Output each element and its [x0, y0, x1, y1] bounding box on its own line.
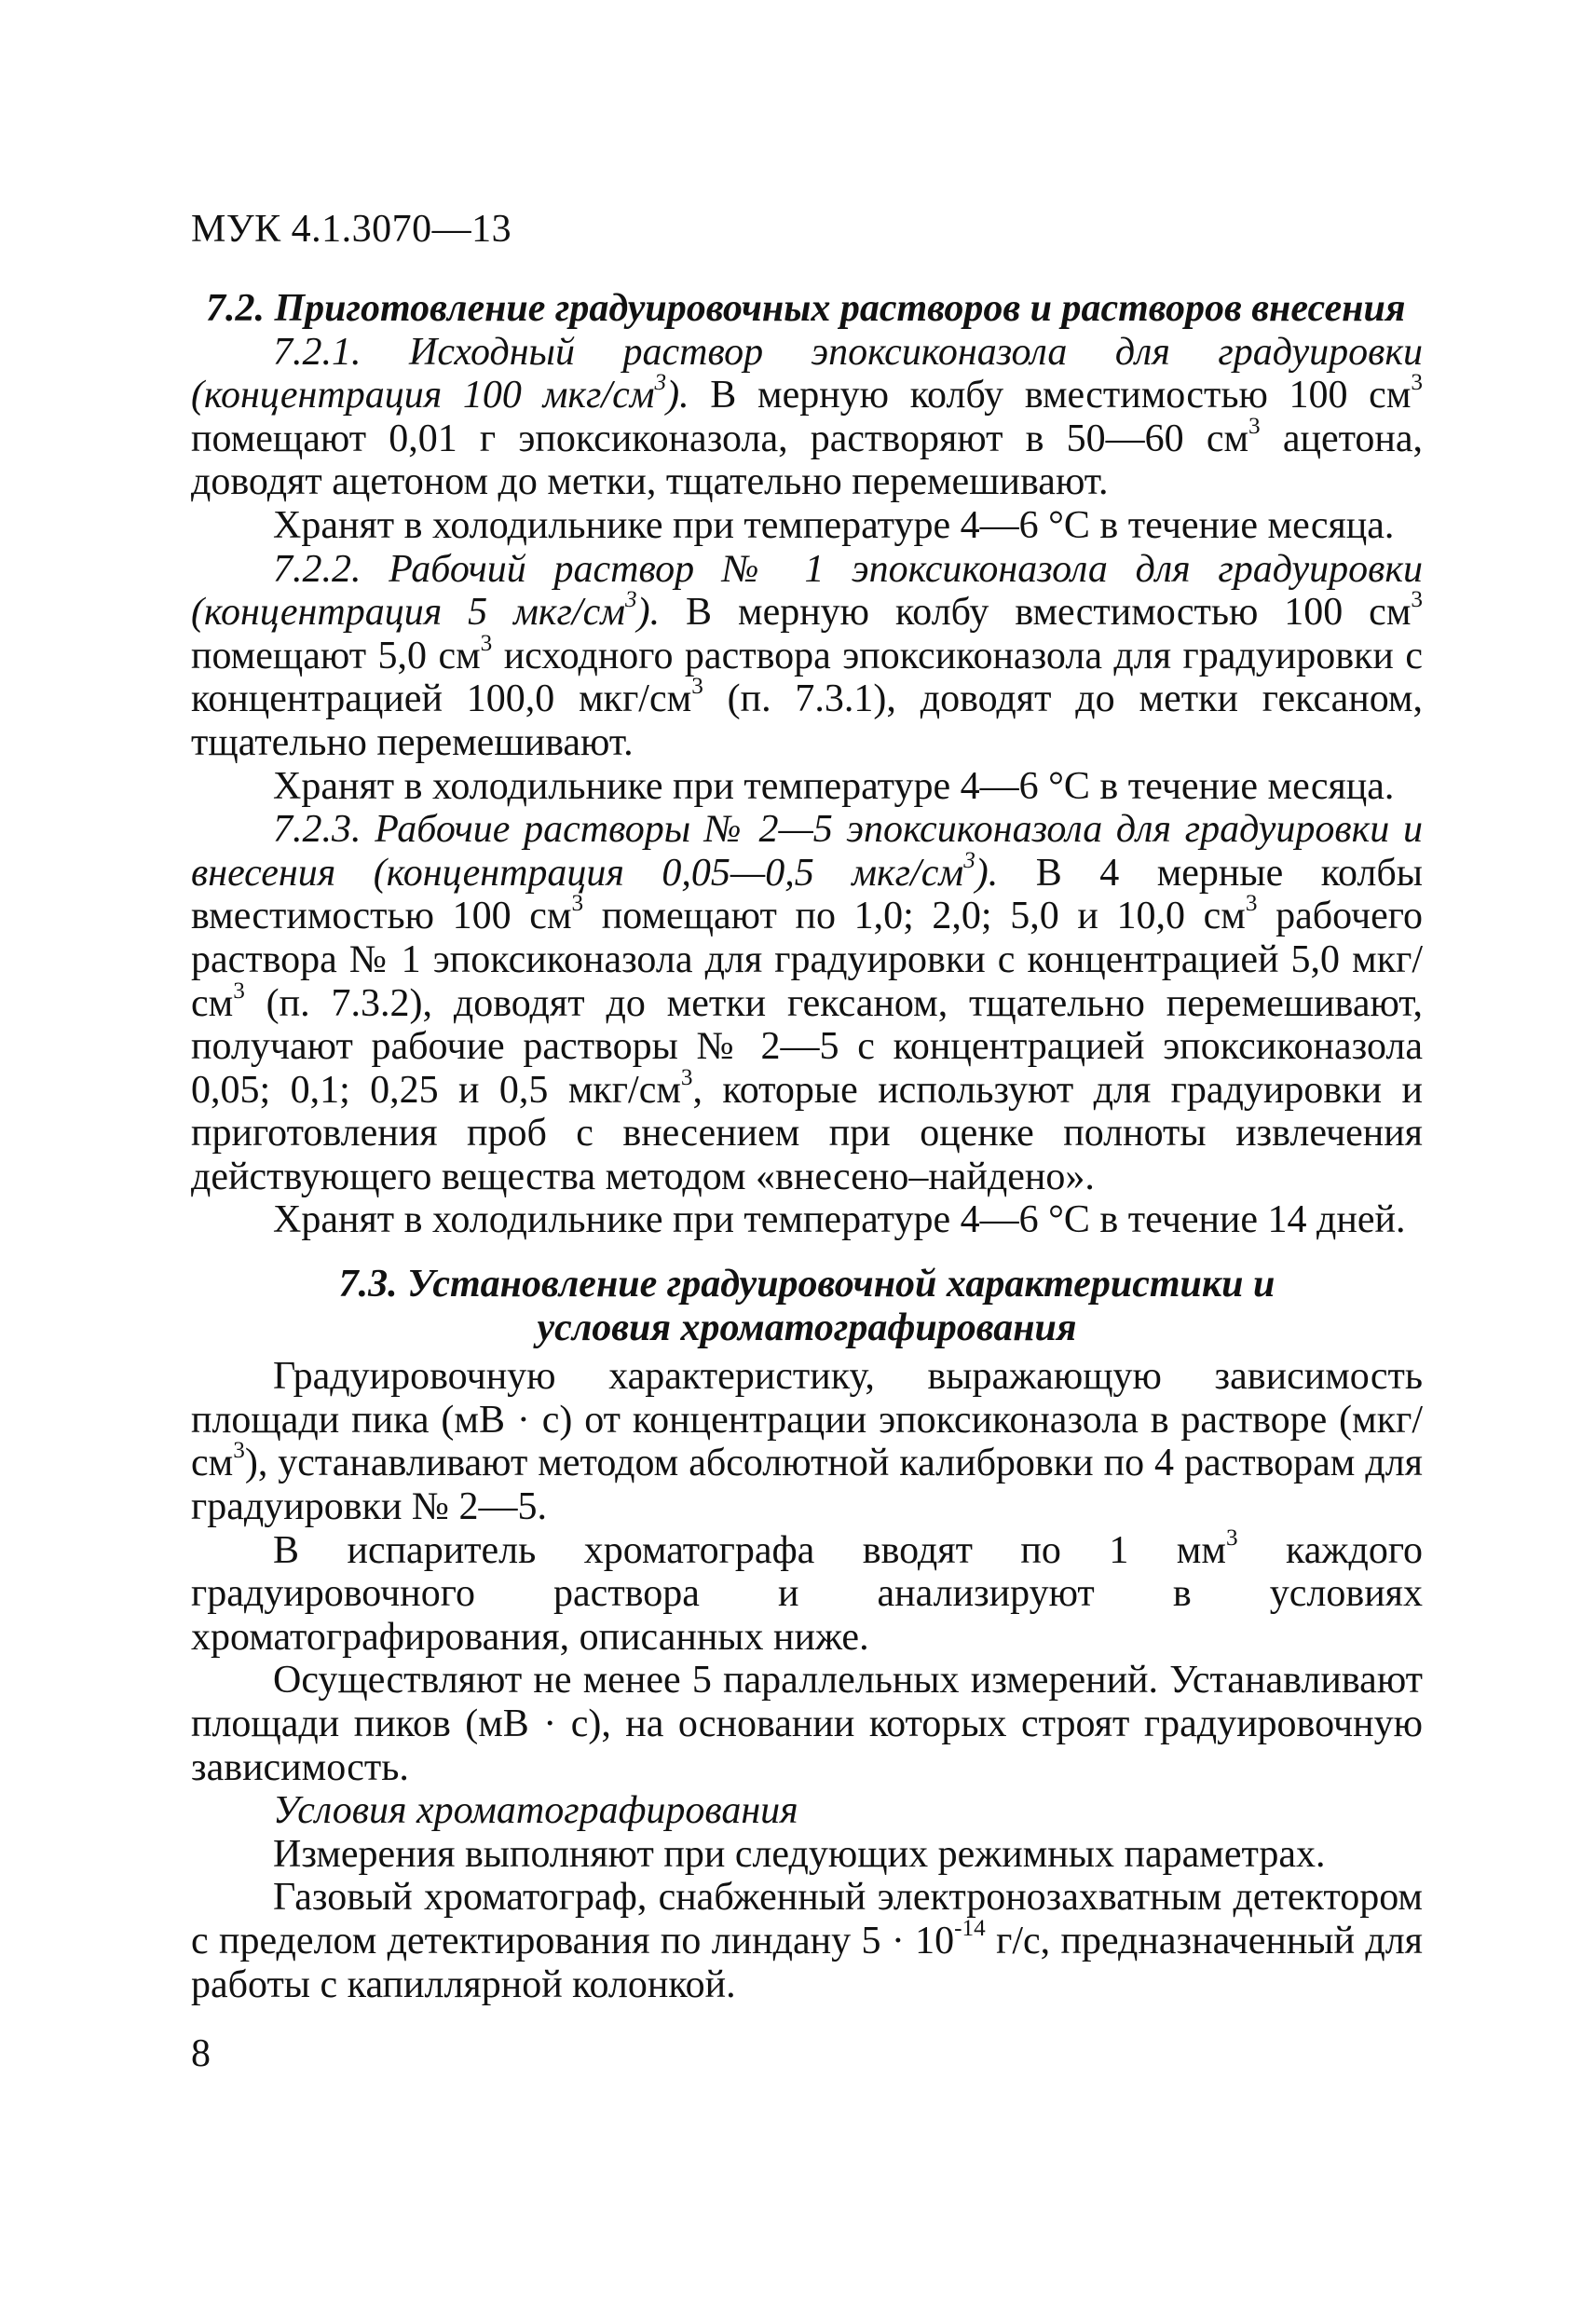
- paragraph-calibration: Градуировочную характеристику, выражающую зависимость площади пика (мВ · с) от концентрации эпоксиконазола в растворе $(мкг/см^3)$, устанавливают методом абсолютной калибровки по 4 растворам для градуировки № 2—5.: [191, 1355, 1423, 1529]
- conditions-subtitle: Условия хроматографирования: [273, 1789, 798, 1833]
- paragraph-lead: 7.2.1. Исходный раствор эпоксиконазола для градуировки (концентрация 100 мкг/$см^3$).: [191, 330, 1423, 417]
- paragraph-7-2-2: 7.2.2. Рабочий раствор № 1 эпоксиконазола для градуировки (концентрация 5 мкг/$см^3$). В мерную колбу вместимостью 100 $см^3$ помещают 5,0 $см^3$ исходного раствора эпоксиконазола для градуировки с концентрацией 100,0 мкг/$см^3$ (п. 7.3.1), доводят до метки гексаном, тщательно перемешивают.: [191, 547, 1423, 764]
- paragraph-gas-chromatograph: Газовый хроматограф, снабженный электронозахватным детектором с пределом детектирования по линдану $5 \cdot 10^{-14}$ г/с, предназначенный для работы с капиллярной колонкой.: [191, 1876, 1423, 2006]
- section-7-2-title: 7.2. Приготовление градуировочных растворов и растворов внесения: [206, 287, 1406, 330]
- storage-note: Хранят в холодильнике при температуре 4—6 °С в течение 14 дней.: [273, 1198, 1406, 1242]
- paragraph-lead: 7.2.2. Рабочий раствор № 1 эпоксиконазола для градуировки (концентрация 5 мкг/$см^3$).: [191, 547, 1423, 635]
- document-body: [191, 287, 1423, 2006]
- paragraph-7-2-3: 7.2.3. Рабочие растворы № 2—5 эпоксиконазола для градуировки и внесения (концентрация 0,05—0,5 мкг/$см^3$). В 4 мерные колбы вместимостью 100 $см^3$ помещают по 1,0; 2,0; 5,0 и 10,0 $см^3$ рабочего раствора № 1 эпоксиконазола для градуировки с концентрацией 5,0 мкг/$см^3$ (п. 7.3.2), доводят до метки гексаном, тщательно перемешивают, получают рабочие растворы № 2—5 с концентрацией эпоксиконазола 0,05; 0,1; 0,25 и 0,5 мкг/$см^3$, которые используют для градуировки и приготовления проб с внесением при оценке полноты извлечения действующего вещества методом «внесено–найдено».: [191, 808, 1423, 1198]
- paragraph-7-2-1: 7.2.1. Исходный раствор эпоксиконазола для градуировки (концентрация 100 мкг/$см^3$). В мерную колбу вместимостью 100 $см^3$ помещают 0,01 г эпоксиконазола, растворяют в 50—60 $см^3$ ацетона, доводят ацетоном до метки, тщательно перемешивают.: [191, 330, 1423, 504]
- page-number: 8: [191, 2032, 211, 2075]
- document-header: МУК 4.1.3070—13: [191, 208, 512, 251]
- paragraph-lead: 7.2.3. Рабочие растворы № 2—5 эпоксиконазола для градуировки и внесения (концентрация 0,05—0,5 мкг/$см^3$).: [191, 808, 1423, 895]
- storage-note: Хранят в холодильнике при температуре 4—6 °С в течение месяца.: [273, 764, 1395, 808]
- paragraph-mode-parameters: Измерения выполняют при следующих режимных параметрах.: [273, 1832, 1326, 1876]
- section-7-3-title: 7.3. Установление градуировочной характеристики и условия хроматографирования: [338, 1263, 1275, 1349]
- paragraph-parallel-measurements: Осуществляют не менее 5 параллельных измерений. Устанавливают площади пиков (мВ · с), на основании которых строят градуировочную зависимость.: [191, 1659, 1423, 1789]
- storage-note: Хранят в холодильнике при температуре 4—6 °С в течение месяца.: [273, 503, 1395, 547]
- paragraph-injection: В испаритель хроматографа вводят по 1 $мм^3$ каждого градуировочного раствора и анализируют в условиях хроматографирования, описанных ниже.: [191, 1525, 1423, 1659]
